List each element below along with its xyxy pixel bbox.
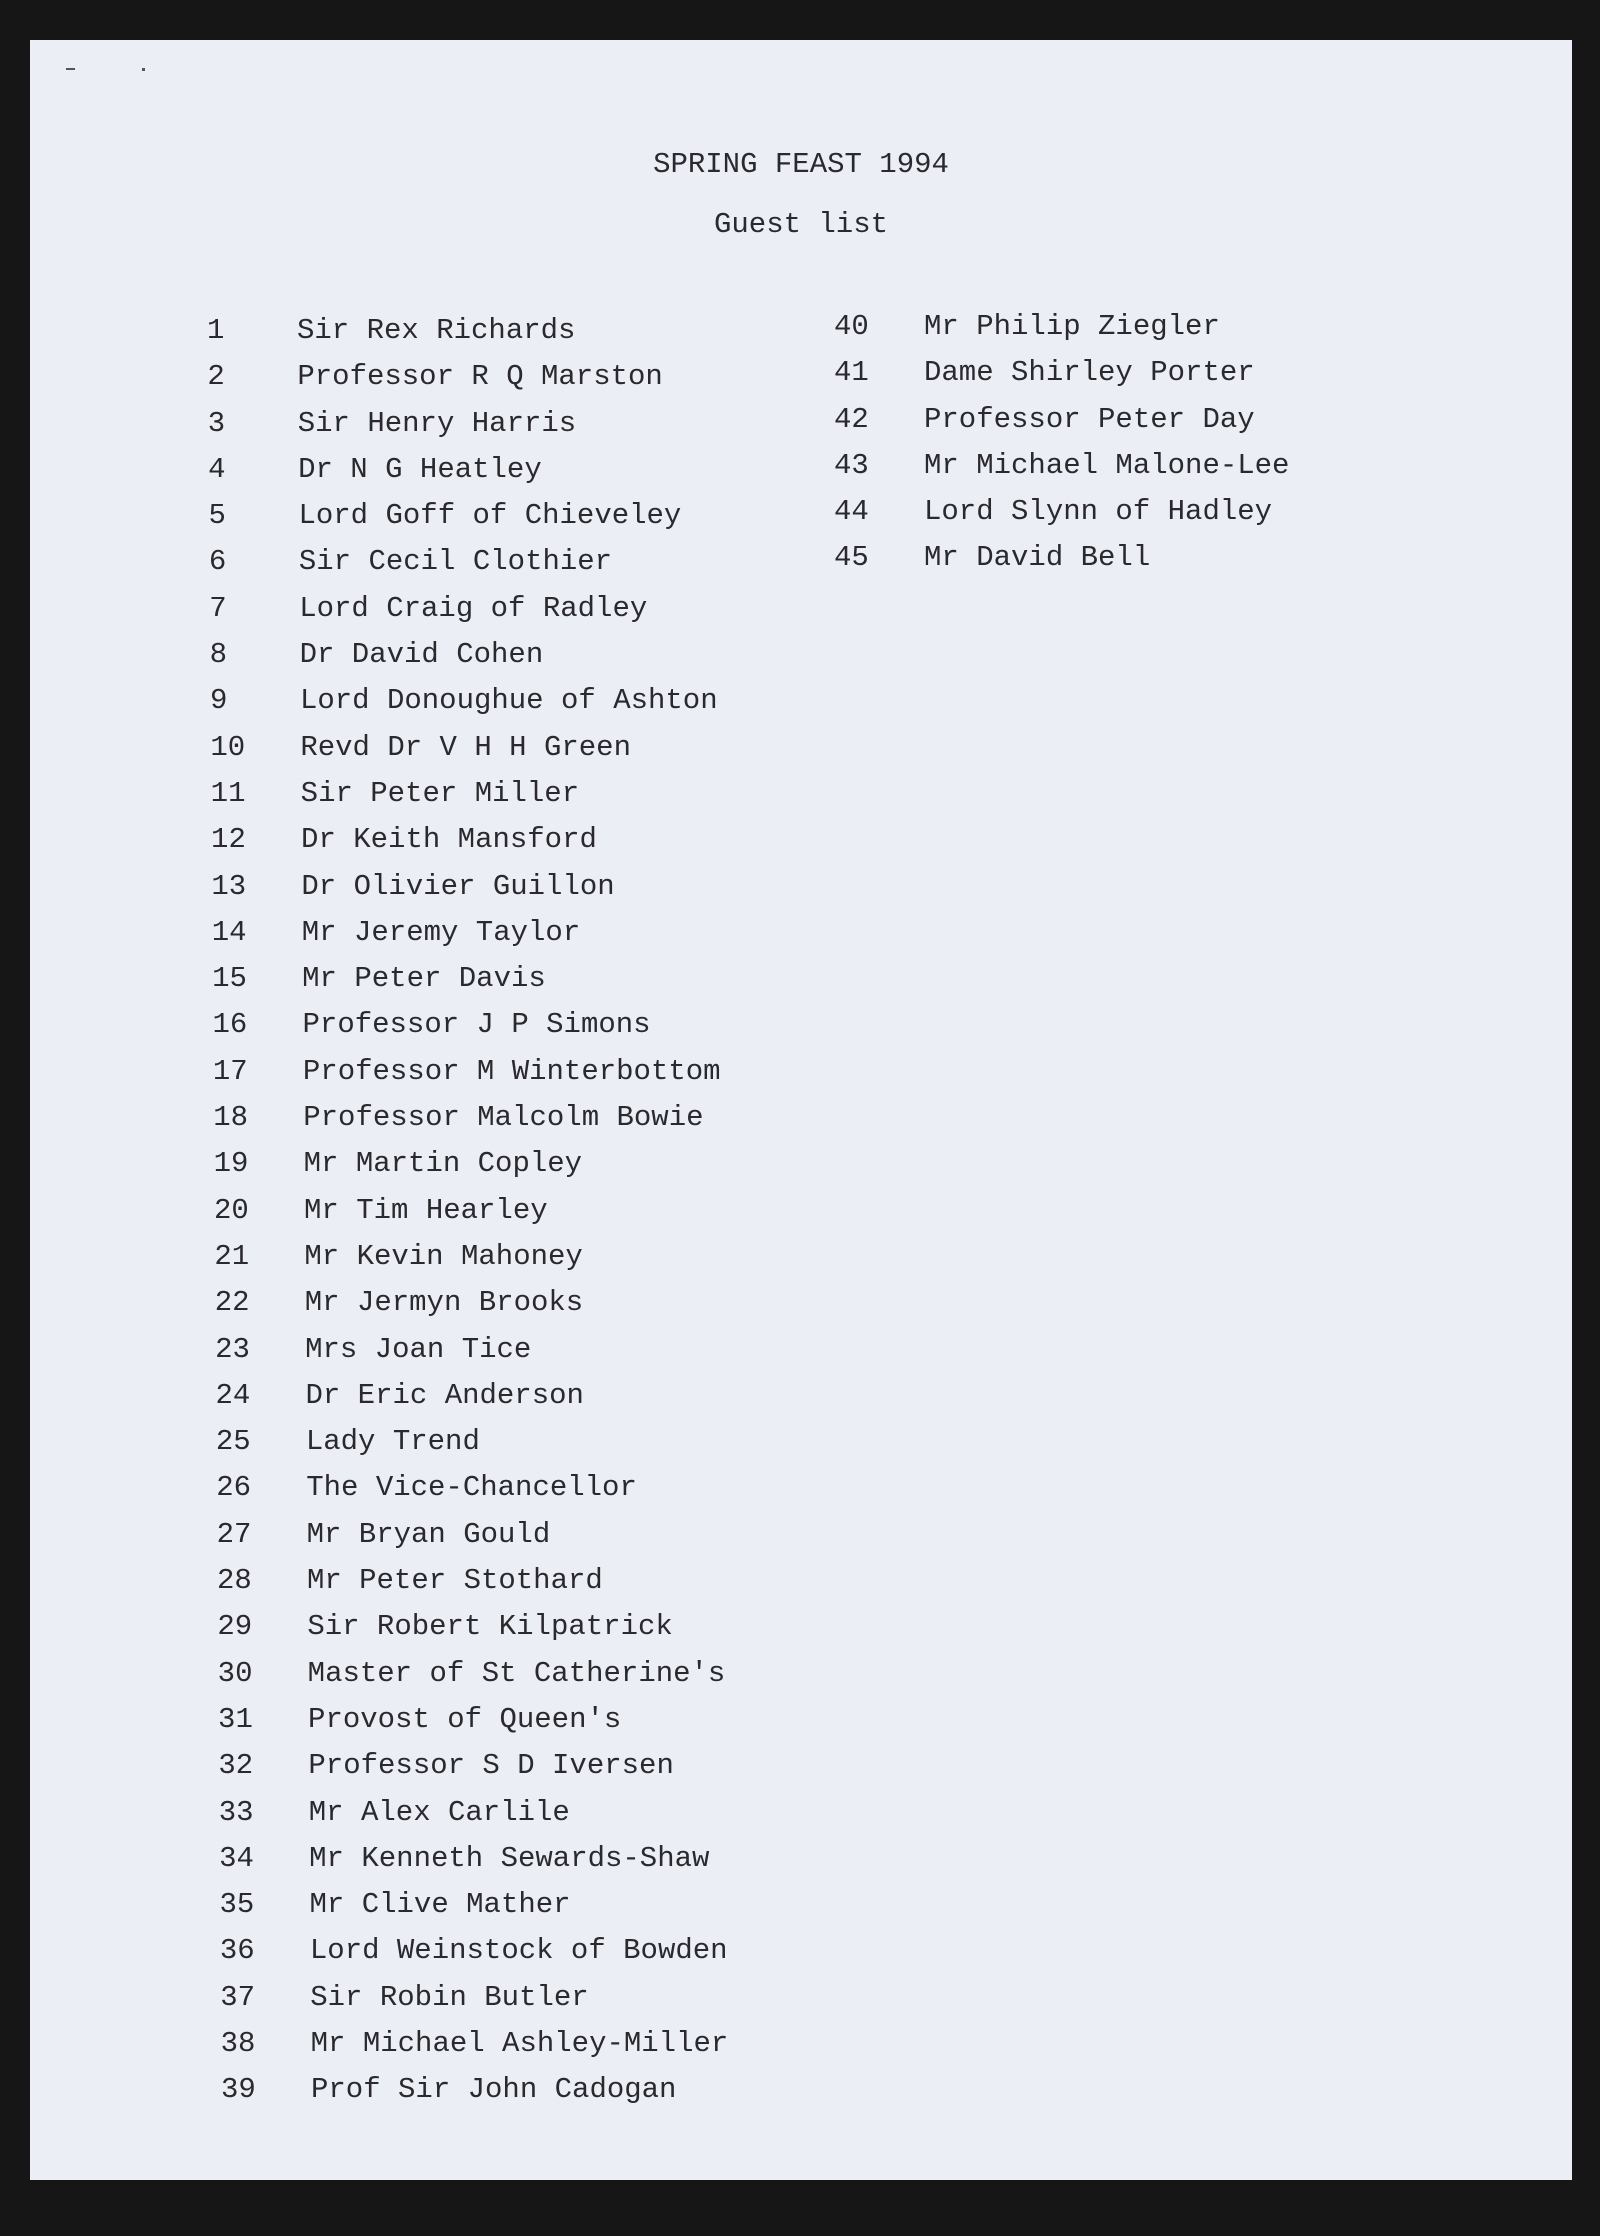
guest-list-right-column	[834, 304, 1454, 582]
guest-row	[207, 1002, 827, 1048]
guest-number: 35	[219, 1888, 255, 1922]
guest-number: 16	[212, 1008, 248, 1042]
guest-name: Mr Tim Hearley	[304, 1193, 548, 1227]
guest-number: 14	[211, 915, 247, 949]
guest-row	[207, 2067, 827, 2113]
guest-name: Master of St Catherine's	[307, 1656, 726, 1690]
paper-page	[30, 40, 1572, 2180]
guest-name: Professor Malcolm Bowie	[303, 1101, 704, 1135]
guest-name: Professor J P Simons	[302, 1008, 651, 1042]
guest-name: Dr Olivier Guillon	[301, 869, 615, 903]
guest-name: Lord Donoughue of Ashton	[299, 684, 718, 718]
guest-name: Revd Dr V H H Green	[300, 730, 631, 764]
guest-row	[207, 586, 827, 632]
guest-name: Dr N G Heatley	[298, 452, 542, 486]
guest-number: 18	[213, 1101, 249, 1135]
guest-number: 21	[214, 1239, 250, 1273]
guest-row	[207, 956, 827, 1002]
guest-name: Lord Craig of Radley	[299, 591, 648, 625]
guest-row	[207, 1651, 827, 1697]
guest-name: Mr Jermyn Brooks	[304, 1286, 584, 1320]
guest-name: Mrs Joan Tice	[305, 1332, 532, 1366]
guest-number: 11	[210, 776, 246, 810]
guest-row	[207, 1512, 827, 1558]
guest-number: 23	[215, 1332, 250, 1366]
guest-row	[834, 350, 1454, 396]
guest-row	[207, 1234, 827, 1280]
guest-name: The Vice-Chancellor	[306, 1471, 637, 1505]
guest-name: Lord Weinstock of Bowden	[309, 1934, 728, 1968]
guest-row	[207, 1928, 827, 1974]
guest-row	[207, 1095, 827, 1141]
guest-row	[207, 1882, 827, 1928]
guest-name: Lord Slynn of Hadley	[924, 495, 1273, 529]
guest-number: 29	[217, 1610, 253, 1644]
guest-number: 25	[215, 1425, 251, 1459]
guest-name: Professor R Q Marston	[297, 360, 663, 394]
guest-number: 28	[216, 1564, 252, 1598]
guest-row	[207, 1790, 827, 1836]
guest-name: Prof Sir John Cadogan	[311, 2073, 677, 2107]
guest-row	[207, 1188, 827, 1234]
guest-row	[207, 864, 827, 910]
guest-number: 6	[208, 545, 227, 579]
guest-name: Professor Peter Day	[924, 402, 1255, 436]
guest-name: Dr David Cohen	[299, 638, 544, 672]
guest-number: 8	[209, 638, 227, 672]
guest-name: Lord Goff of Chieveley	[298, 499, 682, 533]
guest-name: Mr Michael Malone-Lee	[924, 448, 1290, 482]
guest-number: 43	[834, 448, 869, 482]
guest-row	[207, 771, 827, 817]
stray-mark	[142, 68, 145, 71]
guest-row	[207, 1697, 827, 1743]
guest-number: 12	[211, 823, 246, 857]
guest-row	[207, 1373, 827, 1419]
guest-number: 13	[211, 869, 247, 903]
guest-number: 30	[217, 1656, 253, 1690]
guest-name: Professor S D Iversen	[308, 1749, 674, 1783]
guest-row	[207, 401, 827, 447]
guest-number: 19	[213, 1147, 249, 1181]
guest-row	[207, 1280, 827, 1326]
guest-row	[207, 1743, 827, 1789]
guest-name: Sir Cecil Clothier	[298, 545, 613, 579]
guest-number: 10	[210, 730, 246, 764]
guest-number: 32	[218, 1749, 254, 1783]
guest-number: 15	[212, 962, 247, 996]
guest-number: 38	[220, 2026, 256, 2060]
guest-name: Mr Jeremy Taylor	[301, 915, 581, 949]
guest-name: Mr Michael Ashley-Miller	[310, 2026, 729, 2060]
guest-row	[207, 354, 827, 400]
guest-number: 9	[209, 684, 228, 718]
guest-row	[207, 1604, 827, 1650]
guest-name: Sir Peter Miller	[300, 776, 580, 810]
guest-number: 37	[220, 1980, 256, 2014]
document-title: SPRING FEAST 1994	[653, 148, 949, 181]
guest-name: Mr Alex Carlile	[308, 1795, 570, 1829]
guest-row	[207, 1558, 827, 1604]
document-subtitle: Guest list	[713, 208, 889, 241]
guest-name: Dr Keith Mansford	[301, 823, 597, 857]
guest-number: 20	[214, 1193, 249, 1227]
guest-row	[207, 910, 827, 956]
guest-name: Provost of Queen's	[308, 1702, 622, 1736]
guest-number: 22	[214, 1286, 250, 1320]
guest-row	[207, 725, 827, 771]
guest-row	[834, 489, 1454, 535]
guest-number: 5	[208, 499, 226, 533]
guest-list-left-column	[207, 308, 827, 2114]
guest-name: Mr Martin Copley	[303, 1147, 583, 1181]
guest-row	[207, 1327, 827, 1373]
guest-number: 1	[207, 314, 225, 347]
guest-number: 17	[212, 1054, 248, 1088]
guest-number: 27	[216, 1517, 252, 1551]
guest-name: Mr Peter Davis	[302, 962, 546, 996]
guest-number: 44	[834, 495, 869, 529]
guest-number: 36	[219, 1934, 255, 1968]
guest-number: 40	[834, 310, 869, 343]
guest-name: Dame Shirley Porter	[924, 356, 1255, 390]
guest-row	[207, 1141, 827, 1187]
guest-row	[207, 1836, 827, 1882]
guest-number: 26	[216, 1471, 252, 1505]
guest-number: 45	[834, 541, 869, 575]
guest-row	[834, 443, 1454, 489]
guest-number: 42	[834, 402, 869, 436]
guest-name: Mr Kevin Mahoney	[304, 1239, 583, 1273]
guest-name: Sir Henry Harris	[297, 406, 577, 440]
guest-name: Sir Rex Richards	[297, 314, 576, 347]
guest-number: 7	[209, 591, 227, 625]
guest-row	[207, 1975, 827, 2021]
guest-number: 39	[221, 2073, 256, 2107]
guest-row	[834, 397, 1454, 443]
guest-name: Mr Clive Mather	[309, 1888, 571, 1922]
guest-row	[207, 678, 827, 724]
guest-number: 41	[834, 356, 869, 390]
guest-row	[207, 493, 827, 539]
guest-row	[207, 539, 827, 585]
guest-row	[207, 1419, 827, 1465]
guest-name: Sir Robin Butler	[310, 1980, 589, 2014]
guest-number: 24	[215, 1378, 251, 1412]
guest-name: Mr Peter Stothard	[306, 1564, 603, 1598]
guest-row	[207, 2021, 827, 2067]
guest-name: Mr Bryan Gould	[306, 1517, 551, 1551]
guest-row	[834, 535, 1454, 581]
guest-name: Professor M Winterbottom	[302, 1054, 721, 1088]
guest-row	[207, 308, 827, 354]
guest-row	[207, 447, 827, 493]
guest-number: 33	[218, 1795, 254, 1829]
guest-name: Dr Eric Anderson	[305, 1378, 584, 1412]
guest-number: 34	[219, 1841, 254, 1875]
guest-row	[207, 817, 827, 863]
guest-row	[207, 632, 827, 678]
guest-row	[207, 1465, 827, 1511]
guest-name: Mr David Bell	[924, 541, 1151, 575]
guest-number: 31	[218, 1702, 253, 1736]
guest-name: Lady Trend	[305, 1425, 480, 1459]
guest-number: 3	[207, 406, 226, 440]
guest-name: Sir Robert Kilpatrick	[307, 1610, 673, 1644]
guest-number: 4	[208, 452, 226, 486]
guest-row	[834, 304, 1454, 350]
guest-number: 2	[207, 360, 225, 394]
guest-name: Mr Kenneth Sewards-Shaw	[309, 1841, 710, 1875]
guest-name: Mr Philip Ziegler	[924, 310, 1220, 343]
guest-row	[207, 1049, 827, 1095]
stray-mark	[66, 68, 75, 70]
